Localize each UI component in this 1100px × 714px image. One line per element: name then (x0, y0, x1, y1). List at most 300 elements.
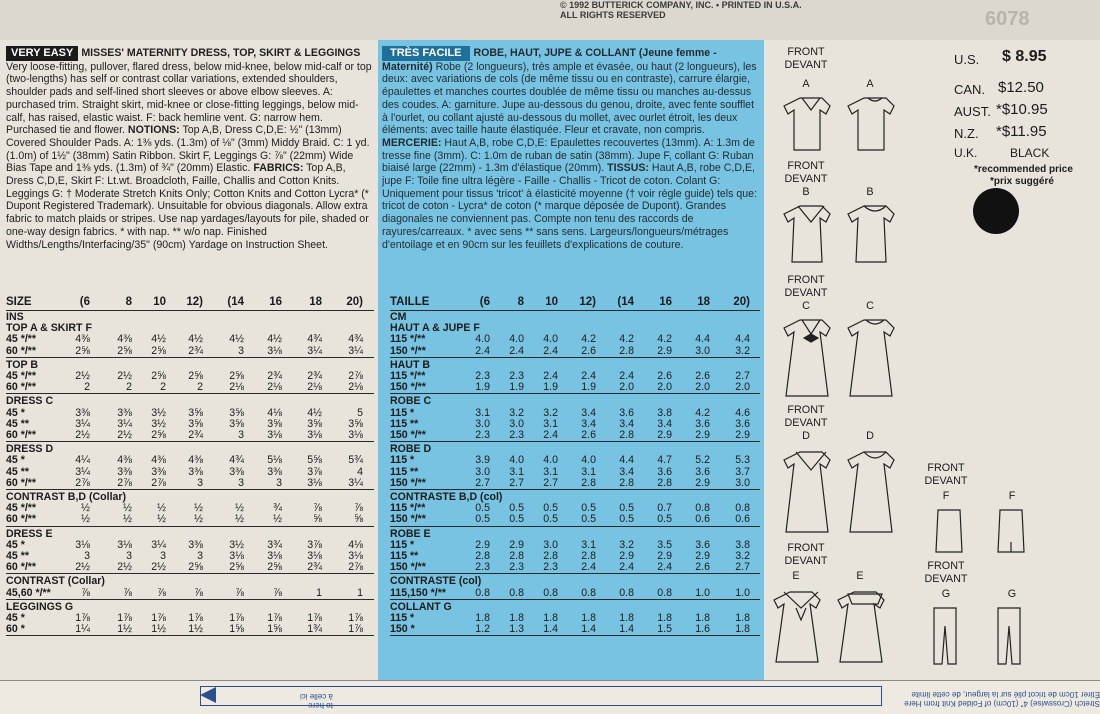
en-section-title: DRESS C (6, 395, 54, 408)
fr-cell: 0.8 (657, 586, 672, 599)
fr-table-row (390, 561, 760, 573)
fr-section-title: ROBE E (390, 527, 431, 540)
fr-size-4: (14 (617, 296, 634, 308)
fr-cell: 3.2 (735, 550, 750, 562)
en-cell: 3½ (229, 538, 244, 551)
fr-cell: 2.9 (509, 538, 524, 551)
fr-size-6: 18 (697, 296, 710, 308)
en-table-row (6, 454, 374, 466)
en-cell: ⅞ (81, 586, 90, 599)
view-b-back-letter: B (866, 186, 874, 198)
fr-table-row (390, 466, 760, 478)
en-cell: 3 (126, 550, 132, 562)
fr-cell: 2.7 (475, 476, 490, 489)
en-cell: 4¾ (348, 333, 363, 346)
en-cell: 4½ (188, 333, 203, 346)
fr-cell: 3.2 (735, 344, 750, 357)
en-cell: ⅞ (157, 586, 166, 599)
en-cell: 1¾ (307, 623, 322, 636)
fr-cell: 0.5 (509, 502, 524, 515)
notions-label: NOTIONS: (127, 124, 180, 137)
en-cell: 2⅝ (117, 344, 132, 357)
fr-row-label: 115 */** (390, 502, 426, 515)
view-f-front-label: FRONT DEVANT (924, 462, 968, 487)
en-section-rule (6, 573, 374, 574)
fr-cell: 3.0 (695, 344, 710, 357)
en-cell: 3⅛ (229, 550, 244, 562)
top-strip (0, 0, 1100, 40)
en-cell: ½ (157, 513, 166, 526)
fr-cell: 2.0 (619, 381, 634, 394)
fabrics-text: Top A,B, Dress C,D,E, Skirt F: Lt.wt. Broadcloth, Faille, Challis and Cotton Knits. Leggings G: † Moderate Stretch Knits Only; Cotton Knits and Cotton Lycra* (* Dupont Registered Trademark). Unsuitable for obvious diagonals. Allow extra fabric to match plaids or stripes. Use nap yardages/layouts for pile, shaded or one-way design fabrics. * with nap. ** w/o nap. Finished Widths/Lengths/Interfacing/35" (90cm) Yardage on Instruction Sheet. (6, 162, 369, 251)
en-size-0: (6 (79, 296, 90, 308)
en-cell: ¾ (273, 502, 282, 515)
fr-cell: 0.5 (581, 502, 596, 515)
fr-cell: 2.7 (735, 561, 750, 574)
fr-size-7: 20) (733, 296, 750, 308)
en-cell: 3 (238, 429, 244, 441)
view-f-back-letter: F (1008, 490, 1016, 502)
fr-cell: 3.0 (735, 476, 750, 489)
fr-table-row (390, 418, 760, 430)
en-cell: ½ (81, 502, 90, 515)
en-cell: 3⅝ (307, 417, 322, 430)
en-cell: 4¾ (229, 454, 244, 467)
fr-size-3: 12) (579, 296, 596, 308)
fr-table-row (390, 429, 760, 441)
en-row-label: 45,60 */** (6, 586, 51, 599)
fr-cell: 3.4 (581, 417, 596, 430)
en-cell: 3¾ (267, 538, 282, 551)
en-cell: 4⅜ (117, 333, 132, 346)
en-table-row (6, 623, 374, 635)
en-cell: 2½ (117, 561, 132, 574)
en-cell: ½ (123, 502, 132, 515)
en-cell: ½ (123, 513, 132, 526)
fr-cell: 0.8 (509, 586, 524, 599)
en-section-title: TOP A & SKIRT F (6, 322, 92, 335)
en-cell: 1⅞ (188, 612, 203, 624)
en-cell: 4⅛ (267, 406, 282, 419)
en-cell: 1⅞ (151, 612, 166, 624)
en-row-label: 45 */** (6, 370, 37, 382)
fr-cell: 3.1 (581, 538, 596, 551)
en-table-row (6, 333, 374, 345)
fr-cell: 2.3 (543, 561, 558, 574)
fr-cell: 2.6 (581, 429, 596, 441)
en-cell: 3¼ (75, 417, 90, 430)
en-cell: ½ (194, 513, 203, 526)
en-size-2: 10 (153, 296, 166, 308)
en-cell: 2¾ (307, 561, 322, 574)
en-cell: 3⅛ (117, 538, 132, 551)
fr-row-label: 115 */** (390, 333, 426, 346)
view-g-back-letter: G (1007, 588, 1017, 600)
fr-cell: 1.0 (735, 586, 750, 599)
en-cell: 1⅞ (348, 612, 363, 624)
fr-cell: 1.8 (619, 612, 634, 624)
en-cell: ½ (235, 513, 244, 526)
en-cell: 3⅛ (75, 538, 90, 551)
price-can: $12.50 (998, 79, 1044, 96)
difficulty-badge-fr: TRÈS FACILE (382, 46, 470, 61)
en-table-row (6, 381, 374, 393)
view-g-illustration (928, 604, 1028, 668)
fr-cell: 1.8 (695, 612, 710, 624)
fr-table-row (390, 587, 760, 599)
fr-cell: 1.0 (695, 586, 710, 599)
en-cell: 2⅝ (229, 370, 244, 382)
fr-cell: 2.3 (509, 561, 524, 574)
difficulty-badge: VERY EASY (6, 46, 78, 61)
en-cell: 4½ (267, 333, 282, 346)
fr-row-label: 150 */** (390, 561, 426, 574)
fr-cell: 4.0 (509, 454, 524, 467)
fr-table-row (390, 550, 760, 562)
en-cell: 4⅜ (117, 454, 132, 467)
fr-section-rule (390, 441, 760, 442)
fr-cell: 3.6 (695, 417, 710, 430)
en-cell: 3⅛ (307, 476, 322, 489)
fr-cell: 3.5 (657, 538, 672, 551)
en-cell: 2¾ (188, 344, 203, 357)
en-cell: 3⅜ (229, 465, 244, 478)
en-cell: 2⅞ (75, 476, 90, 489)
fr-row-label: 150 */** (390, 344, 426, 357)
en-cell: 3¼ (348, 476, 363, 489)
en-table-row (6, 502, 374, 514)
fr-section-rule (390, 489, 760, 490)
en-cell: 1⅝ (229, 623, 244, 636)
fr-cell: 1.9 (543, 381, 558, 394)
view-g-front-letter: G (941, 588, 951, 600)
en-row-label: 60 */** (6, 344, 37, 357)
en-cell: 3½ (151, 406, 166, 419)
en-cell: 1⅝ (267, 623, 282, 636)
view-g-front-label: FRONT DEVANT (924, 560, 968, 585)
view-c-illustration (780, 314, 900, 400)
fr-section-rule (390, 599, 760, 600)
mercerie-label: MERCERIE: (382, 136, 442, 149)
en-cell: 2⅛ (348, 381, 363, 394)
fr-section-title: ROBE C (390, 395, 432, 408)
fr-cell: 4.4 (735, 333, 750, 346)
fr-cell: 2.7 (509, 476, 524, 489)
fr-table-row (390, 454, 760, 466)
en-cell: 3⅝ (267, 417, 282, 430)
fr-section-title: HAUT B (390, 358, 431, 371)
stretch-gauge-right-text: Stretch (Crosswise) 4" (10cm) of Folded Knit from Here Étirer 10cm de tricot plié sur la largeur, de cette limite (904, 690, 1100, 708)
fr-cell: 0.8 (543, 586, 558, 599)
fr-cell: 0.5 (619, 513, 634, 526)
en-cell: 2⅛ (229, 381, 244, 394)
french-title: ROBE, HAUT, JUPE & COLLANT (Jeune femme - Maternité) (382, 47, 717, 73)
fr-cell: 3.2 (619, 538, 634, 551)
fr-cell: 4.0 (475, 333, 490, 346)
en-size-7: 20) (346, 296, 363, 308)
fr-cell: 1.9 (475, 381, 490, 394)
fr-cell: 4.7 (657, 454, 672, 467)
fr-cell: 0.5 (581, 513, 596, 526)
fr-cell: 2.6 (695, 370, 710, 382)
en-table-row (6, 513, 374, 525)
fr-cell: 1.8 (735, 612, 750, 624)
en-size-3: 12) (186, 296, 203, 308)
fr-cell: 2.6 (581, 344, 596, 357)
fr-cell: 1.5 (657, 623, 672, 636)
fr-cell: 4.0 (509, 333, 524, 346)
fr-cell: 2.4 (619, 561, 634, 574)
fr-cell: 4.2 (657, 333, 672, 346)
view-c-front-letter: C (802, 300, 810, 312)
en-cell: 3⅝ (188, 406, 203, 419)
en-cell: ⅞ (194, 586, 203, 599)
fr-cell: 0.6 (735, 513, 750, 526)
fr-cell: 0.5 (475, 502, 490, 515)
fr-row-label: 150 * (390, 623, 415, 636)
fr-size-label: TAILLE (390, 296, 430, 308)
tissus-text: Haut A,B, robe C,D,E, jupe F: Toile fine ultra légère - Faille - Challis - Tricot de coton. Colant G: Uniquement pour tissus 'tricot' à élasticité moyenne († voir règle guide) tels que: tricot de coton - Lycra* de coton (* marque déposée de Dupont). Grandes diagonales ne conviennent pas. Compte non tenu des raccords de rayures/carreaux. * avec sens ** sans sens. Largeurs/longueurs/métrages d'entoilage et en 90cm sur les feuillets d'explications de couture. (382, 162, 758, 251)
en-cell: 2½ (75, 429, 90, 441)
price-can-label: CAN. (954, 82, 986, 97)
en-cell: ½ (81, 513, 90, 526)
en-cell: 3⅝ (229, 406, 244, 419)
en-cell: ⅝ (354, 513, 363, 526)
en-table-row (6, 407, 374, 419)
english-body: Very loose-fitting, pullover, flared dress, below mid-knee, below mid-calf or top (two-lengths) has self or contrast collar variations, extended shoulders, shoulder pads and self-lined short sleeves or above elbow sleeves. A: purchased trim. Straight skirt, mid-knee or close-fitting leggings, below mid-calf, has raised, elastic waist. F: back hemline vent. G: narrow hem. Purchased tie and flower. (6, 60, 372, 137)
fr-size-0: (6 (479, 296, 490, 308)
tissus-label: TISSUS: (607, 162, 649, 175)
fr-section-title: COLLANT G (390, 600, 452, 613)
en-cell: 1 (316, 586, 322, 599)
en-cell: 5 (357, 406, 363, 419)
fr-cell: 0.5 (475, 513, 490, 526)
fr-size-5: 16 (659, 296, 672, 308)
fr-cell: 1.8 (657, 612, 672, 624)
view-b-front-label: FRONT DEVANT (784, 160, 828, 185)
view-b-illustration (780, 200, 900, 266)
en-table-row (6, 418, 374, 430)
en-cell: 1⅞ (307, 612, 322, 624)
fr-section-rule (390, 357, 760, 358)
en-section-rule (6, 393, 374, 394)
en-cell: 2⅝ (151, 344, 166, 357)
fr-cell: 3.6 (695, 538, 710, 551)
view-d-front-letter: D (802, 430, 810, 442)
en-table-row (6, 466, 374, 478)
en-cell: ⅞ (235, 586, 244, 599)
french-yardage-table (390, 296, 760, 680)
en-cell: 3⅜ (151, 465, 166, 478)
en-cell: 2 (126, 381, 132, 394)
fr-cell: 4.0 (543, 333, 558, 346)
fr-cell: 3.6 (619, 406, 634, 419)
en-cell: 4¾ (307, 333, 322, 346)
en-section-rule (6, 635, 374, 636)
mercerie-text: Haut A,B, robe C,D,E: Epaulettes recouvertes (13mm). A: 1.3m de tresse fine (3mm). C: 1.0m de ruban de satin (38mm). Jupe F, collant G: Ruban biaisé large (22mm) - 1.3m d'élastique (20mm). (382, 136, 755, 175)
fr-cell: 2.4 (475, 344, 490, 357)
view-e-back-letter: E (856, 570, 864, 582)
fr-section-rule (390, 526, 760, 527)
en-size-4: (14 (227, 296, 244, 308)
en-cell: 2½ (75, 561, 90, 574)
fr-cell: 2.8 (509, 550, 524, 562)
fr-header-rule (390, 310, 760, 311)
fr-cell: 2.9 (695, 476, 710, 489)
fr-cell: 2.4 (581, 561, 596, 574)
view-e-front-label: FRONT DEVANT (784, 542, 828, 567)
view-e-front-letter: E (792, 570, 800, 582)
fr-cell: 2.8 (619, 476, 634, 489)
fabrics-label: FABRICS: (253, 162, 304, 175)
copyright-text: © 1992 BUTTERICK COMPANY, INC. • PRINTED IN U.S.A. ALL RIGHTS RESERVED (560, 0, 802, 20)
en-size-header (6, 296, 374, 308)
en-section-title: DRESS E (6, 527, 53, 540)
pattern-number: 6078 (985, 8, 1030, 30)
en-cell: 1½ (117, 623, 132, 636)
en-cell: 4½ (151, 333, 166, 346)
en-cell: 4⅜ (75, 333, 90, 346)
en-cell: 2⅝ (188, 370, 203, 382)
en-row-label: 45 */** (6, 333, 37, 346)
en-section-rule (6, 599, 374, 600)
fr-cell: 2.0 (657, 381, 672, 394)
fr-cell: 3.0 (475, 465, 490, 478)
en-table-row (6, 477, 374, 489)
fr-cell: 3.7 (735, 465, 750, 478)
en-cell: 3⅛ (267, 344, 282, 357)
fr-cell: 2.0 (735, 381, 750, 394)
fr-cell: 2.4 (509, 344, 524, 357)
fr-cell: 0.6 (695, 513, 710, 526)
fr-row-label: 150 */** (390, 429, 426, 441)
view-d-illustration (780, 446, 900, 536)
en-cell: 1⅞ (117, 612, 132, 624)
price-aust-label: AUST. (954, 104, 991, 119)
en-cell: 2½ (75, 370, 90, 382)
fr-cell: 3.1 (509, 465, 524, 478)
fr-table-row (390, 333, 760, 345)
en-cell: 5⅝ (307, 454, 322, 467)
fr-row-label: 115 ** (390, 417, 419, 430)
fr-cell: 3.8 (735, 538, 750, 551)
en-cell: 2⅞ (117, 476, 132, 489)
fr-cell: 2.4 (543, 344, 558, 357)
fr-cell: 2.4 (581, 370, 596, 382)
view-d-back-letter: D (866, 430, 874, 442)
fr-cell: 3.9 (475, 454, 490, 467)
en-cell: ⅞ (273, 586, 282, 599)
fr-cell: 2.9 (657, 429, 672, 441)
fr-cell: 3.0 (475, 417, 490, 430)
view-a-front-letter: A (802, 78, 810, 90)
fr-row-label: 150 */** (390, 513, 426, 526)
fr-cell: 0.8 (475, 586, 490, 599)
en-row-label: 45 * (6, 454, 25, 467)
fr-cell: 0.5 (543, 513, 558, 526)
en-cell: ⅞ (313, 502, 322, 515)
en-row-label: 45 * (6, 538, 25, 551)
fr-table-row (390, 370, 760, 382)
en-table-row (6, 370, 374, 382)
view-f-illustration (930, 506, 1030, 556)
fr-cell: 0.5 (619, 502, 634, 515)
en-cell: 3¼ (75, 465, 90, 478)
fr-section-rule (390, 393, 760, 394)
notions-text: Top A,B, Dress C,D,E: ½" (13mm) Covered Shoulder Pads. A: 1⅜ yds. (1.3m) of ⅛" (3mm) Middy Braid. C: 1 yd. (1.0m) of 1½" (38mm) Satin Ribbon. Skirt F, Leggings G: ⅞" (22mm) Wide Bias Tape and 1⅜ yds. (1.3m) of ¾" (20mm) Elastic. (6, 124, 370, 175)
en-cell: 5⅛ (267, 454, 282, 467)
fr-cell: 2.9 (475, 538, 490, 551)
fr-cell: 0.5 (509, 513, 524, 526)
french-description (382, 46, 760, 251)
fr-cell: 4.2 (619, 333, 634, 346)
en-row-label: 45 ** (6, 465, 29, 478)
fr-cell: 0.8 (581, 586, 596, 599)
en-cell: 2⅝ (267, 561, 282, 574)
fr-cell: 3.2 (509, 406, 524, 419)
fr-table-row (390, 623, 760, 635)
fr-row-label: 115 * (390, 538, 415, 551)
en-cell: 1⅞ (229, 612, 244, 624)
fr-cell: 2.4 (543, 429, 558, 441)
fr-cell: 3.1 (543, 417, 558, 430)
fr-section-rule (390, 573, 760, 574)
en-cell: 4½ (307, 406, 322, 419)
fr-cell: 2.3 (475, 429, 490, 441)
en-cell: 3⅜ (75, 406, 90, 419)
en-size-label: SIZE (6, 296, 32, 308)
price-uk-label: U.K. (954, 146, 978, 160)
en-cell: ⅝ (313, 513, 322, 526)
fr-cell: 3.6 (735, 417, 750, 430)
en-cell: 3¼ (151, 538, 166, 551)
en-size-1: 8 (125, 296, 132, 308)
en-cell: 2½ (117, 429, 132, 441)
view-d-front-label: FRONT DEVANT (784, 404, 828, 429)
view-c-front-label: FRONT DEVANT (784, 274, 828, 299)
price-nz: *$11.95 (996, 123, 1047, 140)
fr-table-row (390, 612, 760, 624)
en-cell: 4¼ (75, 454, 90, 467)
en-row-label: 60 * (6, 623, 25, 636)
view-e-illustration (770, 586, 890, 666)
fr-cell: 1.2 (475, 623, 490, 636)
fr-cell: 0.8 (695, 502, 710, 515)
prix-suggere-note: *prix suggéré (990, 176, 1054, 187)
view-f-front-letter: F (942, 490, 950, 502)
en-cell: 3 (84, 550, 90, 562)
view-a-illustration (780, 92, 900, 154)
en-cell: 2⅞ (348, 370, 363, 382)
view-b-front-letter: B (802, 186, 810, 198)
en-cell: ½ (194, 502, 203, 515)
fr-cell: 1.4 (619, 623, 634, 636)
en-row-label: 60 */** (6, 381, 37, 394)
fr-section-title: HAUT A & JUPE F (390, 322, 480, 335)
en-section-rule (6, 357, 374, 358)
fr-cell: 2.0 (695, 381, 710, 394)
fr-cell: 4.0 (543, 454, 558, 467)
price-uk: BLACK (1010, 146, 1050, 160)
fr-cell: 3.1 (543, 465, 558, 478)
fr-table-row (390, 502, 760, 514)
fr-cell: 1.9 (509, 381, 524, 394)
fr-cell: 3.1 (475, 406, 490, 419)
en-cell: 3 (160, 550, 166, 562)
fr-section-title: CM (390, 311, 407, 323)
en-table-row (6, 429, 374, 441)
fr-cell: 2.6 (657, 370, 672, 382)
